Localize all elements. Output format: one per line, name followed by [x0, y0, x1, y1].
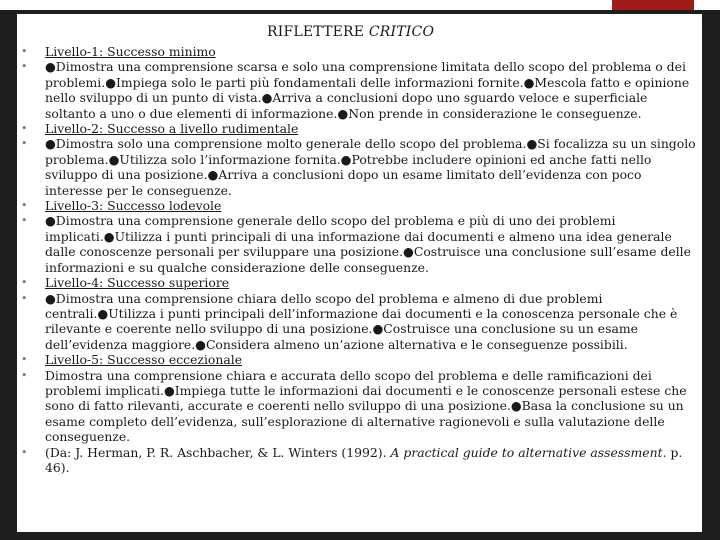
list-item-desc-4 [17, 291, 702, 353]
level-heading: Livello-2: Successo a livello rudimentale [45, 121, 299, 137]
bullet-icon: • [21, 368, 28, 382]
level-description: ●Dimostra una comprensione scarsa e solo una comprensione limitata dello scopo del problema o dei problemi.●Impiega solo le parti più fondamentali delle informazioni fornite.●Mescola fatto e opinione nello sviluppo di un punto di vista.●Arriva a conclusioni dopo uno sguardo veloce e superficiale soltanto a uno o due elementi di informazione.●Non prende in considerazione le conseguenze. [45, 59, 690, 121]
list-item-level-1 [17, 44, 702, 59]
level-heading: Livello-5: Successo eccezionale [45, 352, 243, 368]
rubric-list [17, 44, 702, 475]
bullet-icon: • [21, 445, 28, 459]
list-item-level-5 [17, 352, 702, 367]
bullet-icon: • [21, 291, 28, 305]
slide-content [17, 14, 702, 532]
title-emphasis: CRITICO [368, 24, 435, 40]
list-item-desc-3 [17, 213, 702, 275]
list-item-level-3 [17, 198, 702, 213]
title-main: RIFLETTERE [267, 24, 365, 40]
list-item-desc-2 [17, 136, 702, 198]
bullet-icon: • [21, 276, 28, 290]
list-item-desc-1 [17, 59, 702, 121]
bullet-icon: • [21, 122, 28, 136]
bullet-icon: • [21, 214, 28, 228]
level-description: ●Dimostra solo una comprensione molto generale dello scopo del problema.●Si focalizza su un singolo problema.●Utilizza solo l’informazione fornita.●Potrebbe includere opinioni ed anche fatti nello sviluppo di una posizione.●Arriva a conclusioni dopo un esame limitato dell’evidenza con poco interesse per le conseguenze. [45, 136, 696, 198]
bullet-icon: • [21, 137, 28, 151]
level-heading: Livello-4: Successo superiore [45, 275, 230, 291]
reference-suffix: . p. 46). [45, 444, 683, 475]
list-item-desc-5 [17, 368, 702, 445]
bullet-icon: • [21, 353, 28, 367]
list-item-level-2 [17, 121, 702, 136]
list-item-reference [17, 445, 702, 476]
bullet-icon: • [21, 199, 28, 213]
level-description: ●Dimostra una comprensione generale dello scopo del problema e più di uno dei problemi implicati.●Utilizza i punti principali di una informazione dai documenti e almeno una idea generale dalle conoscenze personali per sviluppare una posizione.●Costruisce una conclusione sull’esame delle informazioni e su qualche considerazione delle conseguenze. [45, 213, 691, 275]
reference-prefix: (Da: J. Herman, P. R. Aschbacher, & L. Winters (1992). [45, 444, 391, 460]
reference-book-title: A practical guide to alternative assessment [390, 444, 663, 460]
top-accent-red [612, 0, 694, 10]
bullet-icon: • [21, 45, 28, 58]
level-heading: Livello-3: Successo lodevole [45, 198, 222, 214]
bullet-icon: • [21, 60, 28, 74]
level-description: ●Dimostra una comprensione chiara dello scopo del problema e almeno di due problemi centrali.●Utilizza i punti principali dell’informazione dai documenti e la conoscenza personale che è rilevante e coerente nello sviluppo di una posizione.●Costruisce una conclusione su un esame dell’evidenza maggiore.●Considera almeno un’azione alternativa e le conseguenze possibili. [45, 290, 678, 352]
level-heading: Livello-1: Successo minimo [45, 44, 216, 59]
level-description: Dimostra una comprensione chiara e accurata dello scopo del problema e delle ramificazioni dei problemi implicati.●Impiega tutte le informazioni dai documenti e le conoscenze personali estese che sono di fatto rilevanti, accurate e coerenti nello sviluppo di una posizione.●Basa la conclusione su un esame completo dell’evidenza, sull’esplorazione di alternative ragionevoli e sulla valutazione delle conseguenze. [45, 367, 687, 445]
list-item-level-4 [17, 275, 702, 290]
slide-title [267, 24, 434, 40]
